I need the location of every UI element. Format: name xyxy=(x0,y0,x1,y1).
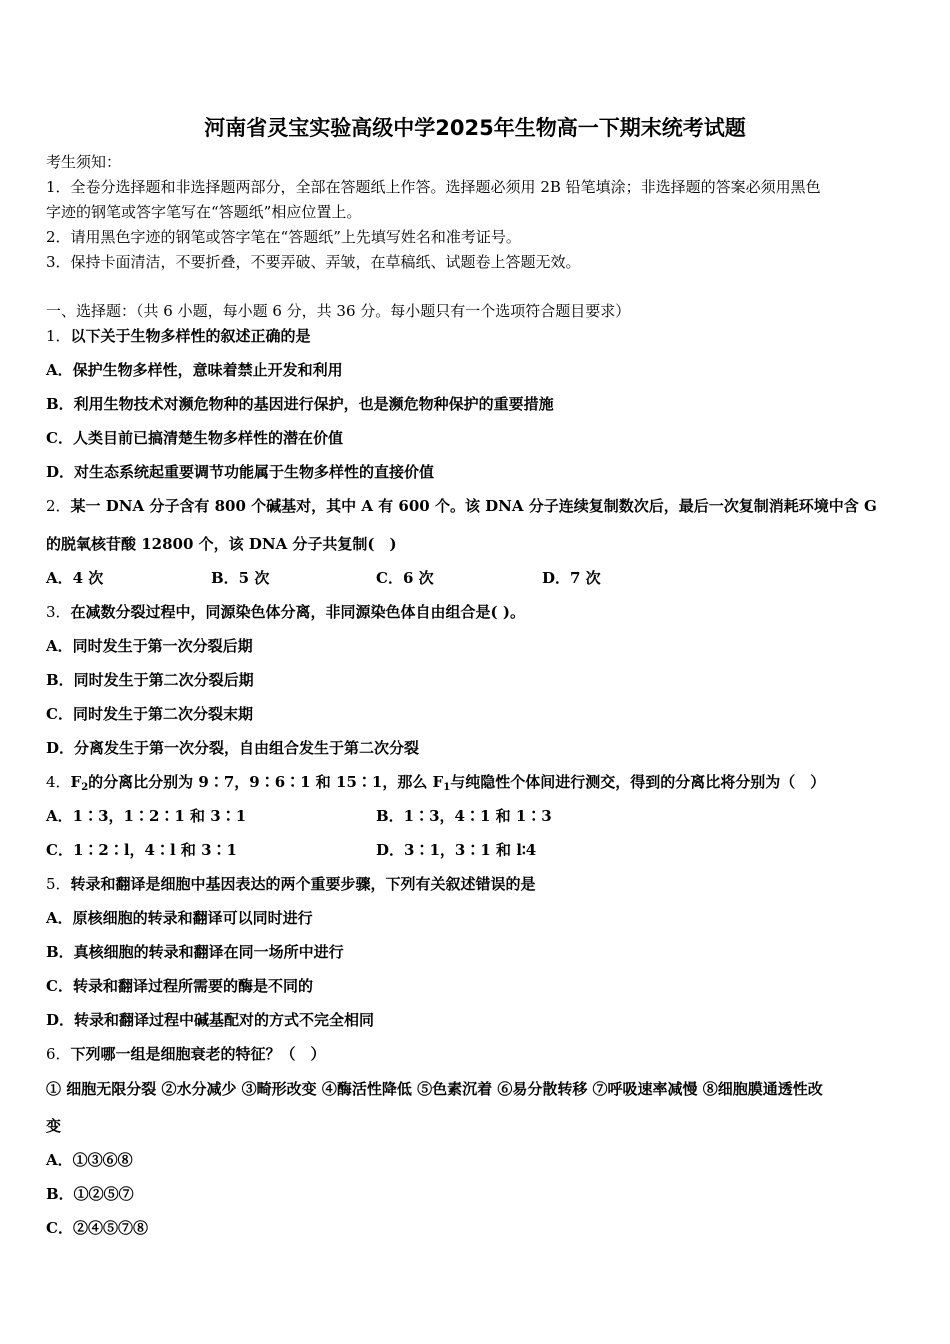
q2-option-d: D．7 次 xyxy=(542,569,601,587)
q1-option-c: C．人类目前已搞清楚生物多样性的潜在价值 xyxy=(46,429,343,447)
question-text: $F_2$的分离比分别为 9∶7，9∶6∶1 和 15∶1，那么 $F_1$与纯隐性个体间进行测交，得到的分离比将分别为（ ） xyxy=(70,773,826,793)
question-number: 1． xyxy=(46,327,71,345)
question-text: 转录和翻译是细胞中基因表达的两个重要步骤，下列有关叙述错误的是 xyxy=(70,875,536,893)
question-text: 下列哪一组是细胞衰老的特征？（ ） xyxy=(70,1045,326,1063)
q3-option-d: D．分离发生于第一次分裂，自由组合发生于第二次分裂 xyxy=(46,739,420,757)
notice-item-2: 2．请用黑色字迹的钢笔或答字笔在“答题纸”上先填写姓名和准考证号。 xyxy=(46,228,521,246)
question-2-stem-cont: 的脱氧核苷酸 12800 个，该 DNA 分子共复制( ) xyxy=(46,535,397,553)
question-1-stem xyxy=(46,326,311,346)
question-number: 2． xyxy=(46,497,71,515)
question-number: 5． xyxy=(46,875,71,893)
q1-option-b: B．利用生物技术对濒危物种的基因进行保护，也是濒危物种保护的重要措施 xyxy=(46,395,554,413)
section-heading: 一、选择题：（共 6 小题，每小题 6 分，共 36 分。每小题只有一个选项符合题目要求） xyxy=(46,302,631,320)
question-text: 某一 DNA 分子含有 800 个碱基对，其中 A 有 600 个。该 DNA 分子连续复制数次后，最后一次复制消耗环境中含 G xyxy=(70,497,877,515)
question-number: 4． xyxy=(46,773,71,791)
q5-option-a: A．原核细胞的转录和翻译可以同时进行 xyxy=(46,909,313,927)
q6-option-b: B．①②⑤⑦ xyxy=(46,1185,134,1203)
q2-option-a: A．4 次 xyxy=(46,569,104,587)
notice-item-3: 3．保持卡面清洁，不要折叠，不要弄破、弄皱，在草稿纸、试题卷上答题无效。 xyxy=(46,253,581,271)
q2-option-c: C．6 次 xyxy=(376,569,434,587)
q4-option-a: A．1∶3，1∶2∶1 和 3∶1 xyxy=(46,807,247,825)
q1-option-d: D．对生态系统起重要调节功能属于生物多样性的直接价值 xyxy=(46,463,435,481)
question-6-stem xyxy=(46,1044,326,1064)
q4-option-b: B．1∶3，4∶1 和 1∶3 xyxy=(376,807,552,825)
question-text: 在减数分裂过程中，同源染色体分离，非同源染色体自由组合是( )。 xyxy=(70,603,525,621)
q1-option-a: A．保护生物多样性，意味着禁止开发和利用 xyxy=(46,361,343,379)
page-title: 河南省灵宝实验高级中学2025年生物高一下期末统考试题 xyxy=(204,116,746,140)
q5-option-d: D．转录和翻译过程中碱基配对的方式不完全相同 xyxy=(46,1011,375,1029)
notice-item-1-cont: 字迹的钢笔或答字笔写在“答题纸”相应位置上。 xyxy=(46,203,362,221)
q6-feature-list-cont: 变 xyxy=(46,1117,62,1135)
q5-option-c: C．转录和翻译过程所需要的酶是不同的 xyxy=(46,977,313,995)
q6-feature-list: ① 细胞无限分裂 ②水分减少 ③畸形改变 ④酶活性降低 ⑤色素沉着 ⑥易分散转移 ⑦呼吸速率减慢 ⑧细胞膜通透性改 xyxy=(46,1080,823,1098)
question-number: 6． xyxy=(46,1045,71,1063)
question-4-stem xyxy=(46,772,825,798)
q4-option-d: D．3∶1，3∶1 和 l∶4 xyxy=(376,841,537,859)
q2-option-b: B．5 次 xyxy=(211,569,270,587)
q6-option-a: A．①③⑥⑧ xyxy=(46,1151,133,1169)
notice-heading: 考生须知： xyxy=(46,153,122,171)
q3-option-a: A．同时发生于第一次分裂后期 xyxy=(46,637,253,655)
question-number: 3． xyxy=(46,603,71,621)
question-5-stem xyxy=(46,874,536,894)
q5-option-b: B．真核细胞的转录和翻译在同一场所中进行 xyxy=(46,943,344,961)
q4-option-c: C．1∶2∶l，4∶l 和 3∶1 xyxy=(46,841,237,859)
q3-option-c: C．同时发生于第二次分裂末期 xyxy=(46,705,253,723)
question-3-stem xyxy=(46,602,525,622)
q3-option-b: B．同时发生于第二次分裂后期 xyxy=(46,671,254,689)
notice-item-1: 1．全卷分选择题和非选择题两部分，全部在答题纸上作答。选择题必须用 2B 铅笔填涂；非选择题的答案必须用黑色 xyxy=(46,178,821,196)
q6-option-c: C．②④⑤⑦⑧ xyxy=(46,1219,148,1237)
question-text: 以下关于生物多样性的叙述正确的是 xyxy=(70,327,311,345)
question-2-stem xyxy=(46,496,877,516)
